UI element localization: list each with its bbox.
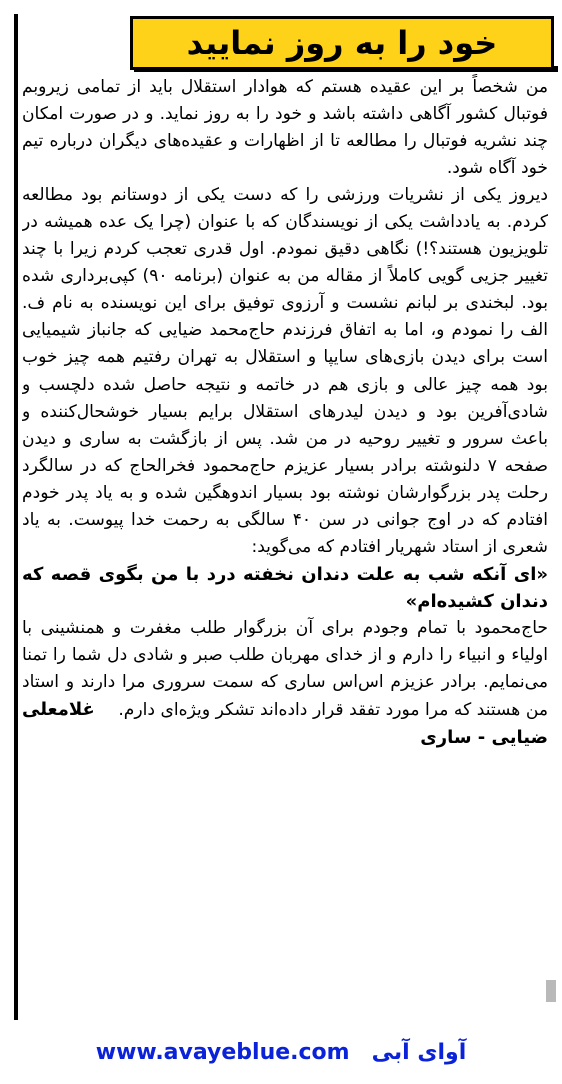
left-border-line <box>14 14 18 1020</box>
closing-paragraph <box>22 615 548 752</box>
author-signature: غلامعلی ضیایی - ساری <box>22 699 548 749</box>
footer-brand-name: آوای آبی <box>371 1039 467 1065</box>
article-body <box>22 74 548 1014</box>
footer <box>0 1030 562 1074</box>
paragraph: دیروز یکی از نشریات ورزشی را که دست یکی از دوستانم بود مطالعه کردم. به یادداشت یکی از نویسندگان که با عنوان (چرا یک عده همیشه در تلویزیون هستند؟!) نگاهی دقیق نمودم. اول قدری تعجب کردم زیرا با چند تغییر جزیی گویی کاملاً از مقاله من به عنوان (برنامه ۹۰) کپی‌برداری شده بود. لبخندی بر لبانم نشست و آرزوی توفیق برای این نویسنده به نام ف. الف را نمودم و، اما به اتفاق فرزندم حاج‌محمد ضیایی که جانباز شیمیایی است برای دیدن بازی‌های سایپا و استقلال به تهران رفتیم همه چیز خوب بود همه چیز عالی و بازی هم در خاتمه و نتیجه حاصل شده دلچسب و شادی‌آفرین بود و دیدن لیدرهای استقلال برایم بسیار خوشحال‌کننده و باعث سرور و تغییر روحیه در من شد. پس از بازگشت به ساری و دیدن صفحه ۷ دلنوشته برادر بسیار عزیزم حاج‌محمود فخرالحاج که در سالگرد رحلت پدر بزرگوارشان نوشته بود بسیار اندوهگین شده و به یاد پدر خودم افتادم که در اوج جوانی در سن ۴۰ سالگی به رحمت خدا پیوست. به یاد شعری از استاد شهریار افتادم که می‌گوید: <box>22 185 548 557</box>
title-banner <box>130 16 554 70</box>
poem-quote: «ای آنکه شب به علت دندان نخفته درد با من بگوی قصه که دندان کشیده‌ام» <box>22 563 548 612</box>
article-title: خود را به روز نمایید <box>186 24 498 62</box>
closing-text: حاج‌محمود با تمام وجودم برای آن بزرگوار طلب مغفرت و همنشینی با اولیاء و انبیاء را دارم و از خدای مهربان طلب صبر و شادی دل شما را تمنا می‌نمایم. برادر عزیزم اس‌اس ساری که سمت سروری مرا دارند و استاد من هستند که مرا مورد تفقد قرار داده‌اند تشکر ویژه‌ای دارم. <box>22 617 548 721</box>
paragraph: من شخصاً بر این عقیده هستم که هوادار استقلال باید از تمامی زیروبم فوتبال کشور آگاهی داشته باشد و خود را به روز نماید. و در صورت امکان چند نشریه فوتبال را مطالعه تا از اظهارات و عقیده‌های دیگران درباره تیم خود آگاه شود. <box>22 77 548 179</box>
footer-website-link[interactable]: www.avayeblue.com <box>95 1039 350 1065</box>
page-edge-marker <box>546 980 556 1002</box>
